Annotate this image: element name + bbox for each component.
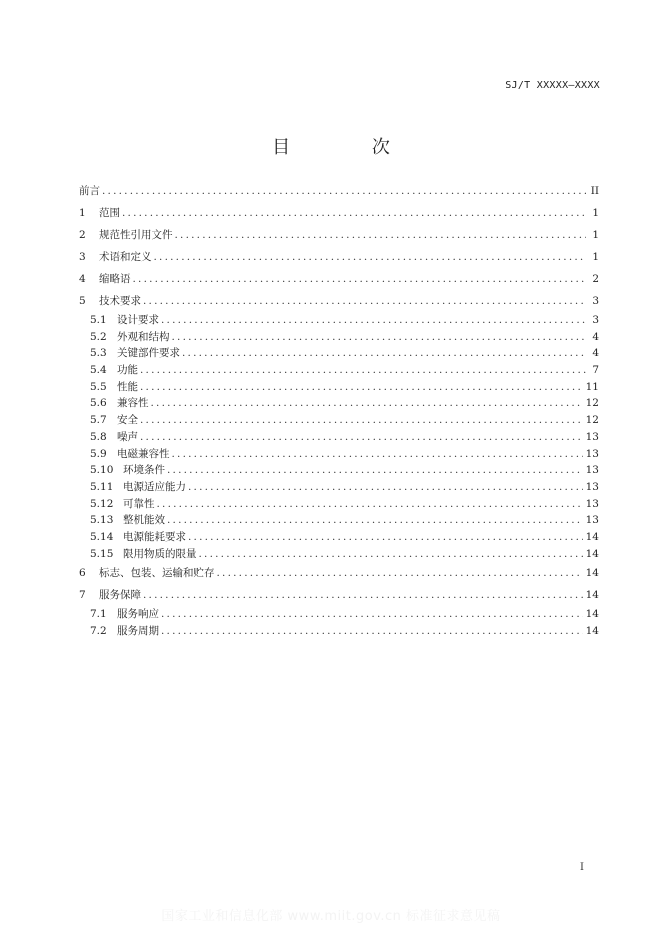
toc-entry-number: 7.1 (90, 608, 107, 621)
toc-leader-dots (151, 395, 583, 412)
toc-title: 目 次 (272, 137, 428, 158)
toc-entry-number: 5.11 (90, 480, 114, 493)
toc-entry-text: 服务响应 (117, 608, 159, 621)
toc-entry-text: 电源能耗要求 (123, 530, 186, 543)
toc-entry-number: 5.9 (90, 447, 107, 460)
toc-entry-7-1[interactable] (79, 606, 599, 623)
toc-entry-text: 关键部件要求 (117, 347, 180, 360)
toc-entry-text: 安全 (117, 414, 138, 427)
toc-entry-5-7[interactable] (79, 412, 599, 429)
toc-entry-3[interactable] (79, 246, 599, 268)
toc-entry-number: 5.5 (90, 380, 107, 393)
toc-entry-5-11[interactable] (79, 479, 599, 496)
toc-leader-dots (140, 429, 583, 446)
toc-entry-number: 5.10 (90, 464, 114, 477)
toc-entry-number: 5 (79, 295, 86, 307)
toc-entry-text: 设计要求 (117, 314, 159, 326)
toc-entry-number: 5.3 (90, 347, 107, 360)
toc-entry-5[interactable] (79, 290, 599, 312)
toc-entry-text: 环境条件 (123, 464, 165, 477)
toc-entry-number: 1 (79, 207, 86, 219)
toc-entry-text: 兼容性 (117, 397, 149, 410)
toc-entry-page: 12 (585, 414, 599, 427)
toc-entry-number: 6 (79, 567, 86, 580)
toc-entry-page: 14 (585, 625, 599, 637)
toc-entry-5-1[interactable] (79, 312, 599, 329)
watermark-text: 国家工业和信息化部 www.miit.gov.cn 标准征求意见稿 (161, 909, 501, 924)
toc-leader-dots (172, 446, 583, 463)
toc-leader-dots (140, 379, 583, 396)
toc-entry-7-2[interactable] (79, 623, 599, 640)
toc-entry-page: 4 (592, 330, 599, 343)
toc-entry-page: 3 (592, 295, 599, 307)
toc-entry-text: 电源适应能力 (123, 480, 186, 493)
toc-leader-dots (143, 290, 586, 312)
toc-entry-page: 14 (585, 547, 599, 560)
toc-entry-text: 服务周期 (117, 625, 159, 637)
toc-leader-dots (188, 479, 583, 496)
toc-leader-dots (122, 202, 586, 224)
toc-leader-dots (102, 180, 586, 202)
toc-leader-dots (140, 362, 586, 379)
toc-entry-page: 1 (592, 207, 599, 219)
toc-entry-number: 4 (79, 273, 86, 285)
toc-entry-number: 5.12 (90, 497, 114, 510)
toc-entry-page: 13 (585, 464, 599, 477)
document-code: SJ/T XXXXX—XXXX (505, 80, 600, 91)
toc-leader-dots (188, 529, 583, 546)
toc-entry-1[interactable] (79, 202, 599, 224)
toc-leader-dots (167, 462, 583, 479)
toc-entry-text: 功能 (117, 364, 138, 377)
toc-entry-text: 规范性引用文件 (99, 229, 173, 241)
toc-entry-5-5[interactable] (79, 379, 599, 396)
toc-entry-page: 1 (592, 251, 599, 263)
toc-entry-number: 5.6 (90, 397, 107, 410)
toc-entry-number: 5.1 (90, 314, 107, 326)
toc-entry-page: 11 (585, 380, 599, 393)
toc-entry-text: 技术要求 (99, 295, 141, 307)
toc-entry-5-10[interactable] (79, 462, 599, 479)
toc-entry-page: 3 (592, 314, 599, 326)
toc-entry-number: 2 (79, 229, 86, 241)
toc-entry-6[interactable] (79, 562, 599, 584)
toc-entry-number: 5.14 (90, 530, 114, 543)
table-of-contents (79, 180, 599, 640)
toc-entry-5-2[interactable] (79, 329, 599, 346)
toc-entry-2[interactable] (79, 224, 599, 246)
toc-entry-page: 7 (592, 364, 599, 377)
toc-entry-page: 2 (592, 273, 599, 285)
toc-entry-text: 性能 (117, 380, 138, 393)
toc-leader-dots (161, 623, 583, 640)
toc-entry-number: 5.8 (90, 430, 107, 443)
toc-leader-dots (133, 268, 587, 290)
toc-leader-dots (172, 329, 587, 346)
toc-entry-text: 范围 (99, 207, 120, 219)
toc-leader-dots (175, 224, 587, 246)
toc-entry-text: 术语和定义 (99, 251, 152, 263)
toc-entry-5-6[interactable] (79, 395, 599, 412)
toc-entry-5-3[interactable] (79, 345, 599, 362)
toc-entry-number: 7.2 (90, 625, 107, 637)
toc-entry-number: 5.13 (90, 514, 114, 527)
toc-leader-dots (217, 562, 583, 584)
toc-entry-text: 可靠性 (123, 497, 155, 510)
toc-leader-dots (143, 584, 583, 606)
toc-entry-page: 14 (585, 567, 599, 580)
toc-leader-dots (199, 546, 583, 563)
toc-entry-7[interactable] (79, 584, 599, 606)
toc-entry-text: 噪声 (117, 430, 138, 443)
toc-leader-dots (161, 312, 586, 329)
toc-entry-5-9[interactable] (79, 446, 599, 463)
toc-entry-5-8[interactable] (79, 429, 599, 446)
toc-entry-page: 13 (585, 430, 599, 443)
toc-entry-page: 1 (592, 229, 599, 241)
toc-entry-page: 13 (585, 480, 599, 493)
toc-leader-dots (182, 345, 586, 362)
toc-entry-5-4[interactable] (79, 362, 599, 379)
toc-entry-text: 标志、包装、运输和贮存 (99, 567, 215, 580)
toc-entry-text: 整机能效 (123, 514, 165, 527)
toc-entry-number: 5.2 (90, 330, 107, 343)
toc-leader-dots (157, 496, 583, 513)
toc-entry-5-14[interactable] (79, 529, 599, 546)
toc-entry-page: 13 (585, 514, 599, 527)
toc-entry-text: 前言 (79, 185, 100, 197)
toc-entry-text: 限用物质的限量 (123, 547, 197, 560)
toc-entry-page: 4 (592, 347, 599, 360)
toc-entry-number: 7 (79, 589, 86, 602)
toc-entry-foreword[interactable] (79, 180, 599, 202)
toc-entry-text: 服务保障 (99, 589, 141, 602)
toc-entry-page: 12 (585, 397, 599, 410)
toc-entry-number: 5.4 (90, 364, 107, 377)
toc-entry-page: 14 (585, 530, 599, 543)
toc-entry-page: 14 (585, 608, 599, 621)
toc-entry-number: 3 (79, 251, 86, 263)
toc-entry-page: 13 (585, 447, 599, 460)
toc-leader-dots (154, 246, 587, 268)
page-number: I (580, 862, 584, 873)
toc-entry-text: 外观和结构 (117, 330, 170, 343)
toc-entry-page: 14 (585, 589, 599, 602)
toc-leader-dots (161, 606, 583, 623)
toc-entry-page: II (590, 185, 599, 197)
toc-entry-page: 13 (585, 497, 599, 510)
toc-entry-5-13[interactable] (79, 512, 599, 529)
toc-leader-dots (167, 512, 583, 529)
toc-entry-5-15[interactable] (79, 546, 599, 563)
toc-entry-5-12[interactable] (79, 496, 599, 513)
toc-entry-number: 5.7 (90, 414, 107, 427)
toc-entry-number: 5.15 (90, 547, 114, 560)
toc-leader-dots (140, 412, 583, 429)
toc-entry-text: 缩略语 (99, 273, 131, 285)
toc-entry-text: 电磁兼容性 (117, 447, 170, 460)
toc-entry-4[interactable] (79, 268, 599, 290)
